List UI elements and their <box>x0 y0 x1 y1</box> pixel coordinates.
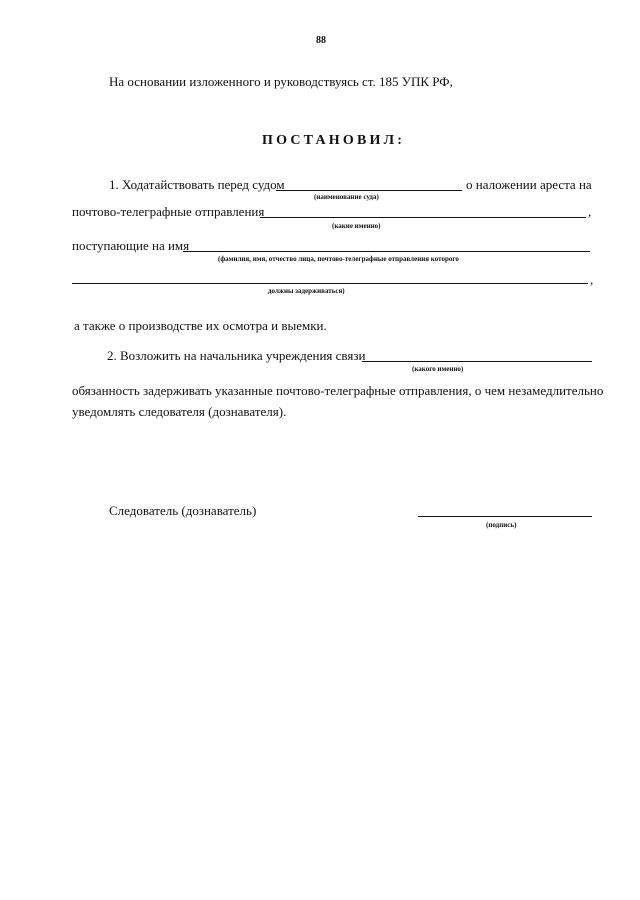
item1-lead: 1. Ходатайствовать перед судом <box>109 177 285 192</box>
page-number: 88 <box>316 35 326 46</box>
item2-caption: (какого именно) <box>412 365 464 373</box>
postal-items-line <box>260 217 586 218</box>
addressee-caption-2: должны задерживаться) <box>268 287 345 295</box>
item2-line1: обязанность задерживать указанные почтово-телеграфные отправления, о чем незамедлительно <box>72 383 604 398</box>
document-title: ПОСТАНОВИЛ: <box>262 133 406 148</box>
addressee-caption: (фамилия, имя, отчество лица, почтово-телеграфные отправления которого <box>218 255 459 263</box>
item1-after-court: о наложении ареста на <box>466 177 592 192</box>
signature-line <box>418 516 592 517</box>
postal-caption: (какие именно) <box>332 222 381 230</box>
signature-caption: (подпись) <box>486 521 517 529</box>
addressee-continuation-line <box>72 283 588 284</box>
item1-tail: а также о производстве их осмотра и выемки. <box>74 318 327 333</box>
item2-lead: 2. Возложить на начальника учреждения связи <box>107 348 366 363</box>
preamble-text: На основании изложенного и руководствуясь ст. 185 УПК РФ, <box>109 74 453 89</box>
addressee-label: поступающие на имя <box>72 238 190 253</box>
addressee-comma: , <box>590 272 594 287</box>
postal-office-line <box>362 361 592 362</box>
court-name-line <box>276 190 462 191</box>
court-caption: (наименование суда) <box>314 193 379 201</box>
postal-comma: , <box>588 204 592 219</box>
postal-label: почтово-телеграфные отправления <box>72 204 265 219</box>
signature-label: Следователь (дознаватель) <box>109 503 257 518</box>
addressee-line <box>183 251 590 252</box>
item2-line2: уведомлять следователя (дознавателя). <box>72 404 287 419</box>
